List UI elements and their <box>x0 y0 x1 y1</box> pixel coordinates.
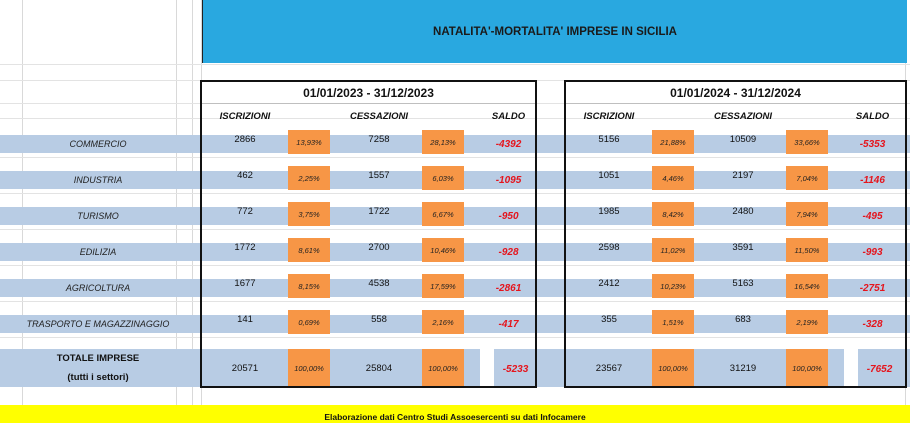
source-footer: Elaborazione dati Centro Studi Assoesercenti su dati Infocamere <box>0 405 910 423</box>
total-cessazioni-percent: 100,00% <box>422 349 464 387</box>
iscrizioni-value: 1677 <box>234 277 256 289</box>
cessazioni-percent: 2,19% <box>786 310 828 334</box>
total-iscrizioni: 23567 <box>595 362 623 374</box>
sector-label: AGRICOLTURA <box>65 283 131 293</box>
iscrizioni-value: 772 <box>237 205 253 217</box>
sector-label: INDUSTRIA <box>73 175 123 185</box>
iscrizioni-percent: 0,69% <box>288 310 330 334</box>
cessazioni-value: 2197 <box>732 169 754 181</box>
saldo-value: -1095 <box>495 174 522 186</box>
iscrizioni-percent: 8,15% <box>288 274 330 298</box>
cessazioni-percent: 7,04% <box>786 166 828 190</box>
total-iscrizioni: 20571 <box>231 362 259 374</box>
iscrizioni-percent: 3,75% <box>288 202 330 226</box>
iscrizioni-percent: 10,23% <box>652 274 694 298</box>
saldo-value: -5353 <box>859 138 886 150</box>
total-saldo: -5233 <box>502 363 529 375</box>
total-saldo-spacer <box>480 349 494 387</box>
iscrizioni-percent: 4,46% <box>652 166 694 190</box>
cessazioni-percent: 17,59% <box>422 274 464 298</box>
header-saldo: SALDO <box>491 110 526 122</box>
cessazioni-value: 558 <box>371 313 387 325</box>
iscrizioni-percent: 13,93% <box>288 130 330 154</box>
cessazioni-value: 10509 <box>729 133 757 145</box>
cessazioni-value: 683 <box>735 313 751 325</box>
iscrizioni-value: 2598 <box>598 241 620 253</box>
cessazioni-percent: 11,50% <box>786 238 828 262</box>
iscrizioni-value: 1051 <box>598 169 620 181</box>
cessazioni-percent: 28,13% <box>422 130 464 154</box>
sector-label: COMMERCIO <box>69 139 127 149</box>
total-cessazioni: 31219 <box>729 362 757 374</box>
header-iscrizioni: ISCRIZIONI <box>583 110 635 122</box>
cessazioni-percent: 6,67% <box>422 202 464 226</box>
iscrizioni-value: 2412 <box>598 277 620 289</box>
total-iscrizioni-percent: 100,00% <box>288 349 330 387</box>
total-label <box>0 349 196 387</box>
total-saldo: -7652 <box>866 363 893 375</box>
cessazioni-value: 1722 <box>368 205 390 217</box>
total-cessazioni: 25804 <box>365 362 393 374</box>
iscrizioni-value: 355 <box>601 313 617 325</box>
cessazioni-value: 1557 <box>368 169 390 181</box>
iscrizioni-value: 462 <box>237 169 253 181</box>
saldo-value: -495 <box>862 210 883 222</box>
saldo-value: -2751 <box>859 282 886 294</box>
iscrizioni-value: 5156 <box>598 133 620 145</box>
cessazioni-percent: 16,54% <box>786 274 828 298</box>
saldo-value: -417 <box>498 318 519 330</box>
cessazioni-percent: 6,03% <box>422 166 464 190</box>
header-divider <box>200 103 537 104</box>
cessazioni-value: 5163 <box>732 277 754 289</box>
total-cessazioni-percent: 100,00% <box>786 349 828 387</box>
cessazioni-value: 3591 <box>732 241 754 253</box>
iscrizioni-value: 141 <box>237 313 253 325</box>
cessazioni-percent: 10,46% <box>422 238 464 262</box>
cessazioni-value: 4538 <box>368 277 390 289</box>
iscrizioni-percent: 8,61% <box>288 238 330 262</box>
period-label: 01/01/2024 - 31/12/2024 <box>670 86 801 100</box>
saldo-value: -1146 <box>860 174 885 186</box>
iscrizioni-percent: 11,02% <box>652 238 694 262</box>
sector-label: TURISMO <box>77 211 119 221</box>
header-divider <box>564 103 907 104</box>
cessazioni-value: 2480 <box>732 205 754 217</box>
saldo-value: -950 <box>498 210 519 222</box>
iscrizioni-percent: 1,51% <box>652 310 694 334</box>
total-saldo-spacer <box>844 349 858 387</box>
iscrizioni-percent: 2,25% <box>288 166 330 190</box>
total-label-line2: (tutti i settori) <box>67 372 129 383</box>
total-label-line1: TOTALE IMPRESE <box>56 353 140 364</box>
sector-label: TRASPORTO E MAGAZZINAGGIO <box>26 319 170 329</box>
period-label: 01/01/2023 - 31/12/2023 <box>303 86 434 100</box>
header-cessazioni: CESSAZIONI <box>349 110 409 122</box>
iscrizioni-value: 1985 <box>598 205 620 217</box>
total-band-gap <box>537 366 564 387</box>
saldo-value: -993 <box>862 246 883 258</box>
header-saldo: SALDO <box>855 110 890 122</box>
sector-label: EDILIZIA <box>79 247 117 257</box>
total-iscrizioni-percent: 100,00% <box>652 349 694 387</box>
iscrizioni-percent: 21,88% <box>652 130 694 154</box>
saldo-value: -2861 <box>495 282 522 294</box>
header-cessazioni: CESSAZIONI <box>713 110 773 122</box>
iscrizioni-value: 1772 <box>234 241 256 253</box>
cessazioni-percent: 33,66% <box>786 130 828 154</box>
iscrizioni-percent: 8,42% <box>652 202 694 226</box>
cessazioni-value: 7258 <box>368 133 390 145</box>
cessazioni-value: 2700 <box>368 241 390 253</box>
report-title: NATALITA'-MORTALITA' IMPRESE IN SICILIA <box>202 0 907 63</box>
iscrizioni-value: 2866 <box>234 133 256 145</box>
saldo-value: -928 <box>498 246 519 258</box>
saldo-value: -4392 <box>495 138 522 150</box>
header-iscrizioni: ISCRIZIONI <box>219 110 271 122</box>
cessazioni-percent: 2,16% <box>422 310 464 334</box>
saldo-value: -328 <box>862 318 883 330</box>
cessazioni-percent: 7,94% <box>786 202 828 226</box>
